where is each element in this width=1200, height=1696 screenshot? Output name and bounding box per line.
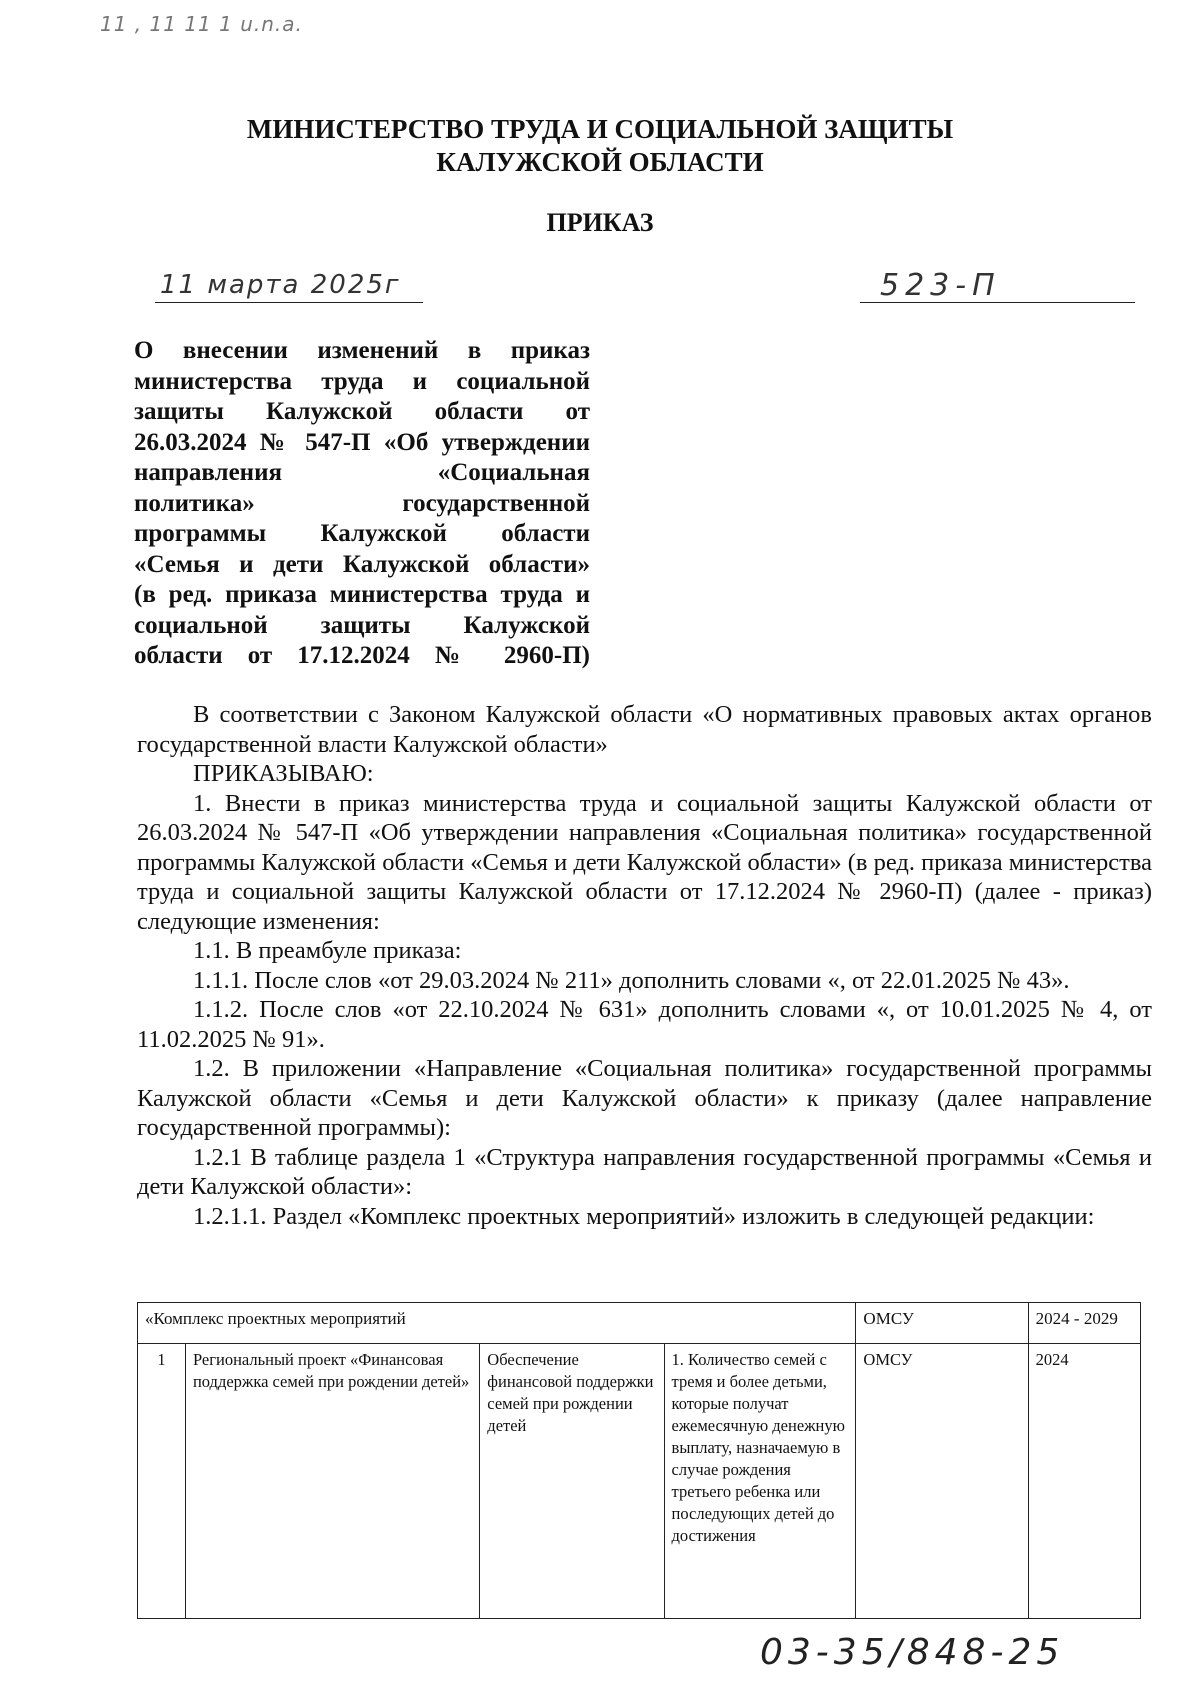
header-period-cell: 2024 - 2029 xyxy=(1028,1303,1140,1344)
ministry-title-line1: МИНИСТЕРСТВО ТРУДА И СОЦИАЛЬНОЙ ЗАЩИТЫ xyxy=(246,114,954,144)
row-executor-cell: ОМСУ xyxy=(856,1344,1028,1619)
clause-1-1-1: 1.1.1. После слов «от 29.03.2024 № 211» дополнить словами «, от 22.01.2025 № 43». xyxy=(193,966,1070,994)
row-number-cell: 1 xyxy=(138,1344,186,1619)
clause-1-1-2: 1.1.2. После слов «от 22.10.2024 № 631» дополнить словами «, от 10.01.2025 № 4, от 11.02.2025 № 91». xyxy=(137,996,1152,1053)
preamble-paragraph: В соответствии с Законом Калужской области «О нормативных правовых актах органов государственной власти Калужской области» xyxy=(137,701,1152,758)
row-project-cell: Региональный проект «Финансовая поддержка семей при рождении детей» xyxy=(185,1344,479,1619)
handwritten-scribble: 11 , 11 11 1 u.n.a. xyxy=(100,12,303,36)
header-title-cell: «Комплекс проектных мероприятий xyxy=(138,1303,856,1344)
handwritten-order-number: 523-П xyxy=(880,268,1001,303)
handwritten-date: 11 марта 2025г xyxy=(160,270,401,300)
order-body xyxy=(137,700,1152,1231)
clause-1-2: 1.2. В приложении «Направление «Социальная политика» государственной программы Калужской области «Семья и дети Калужской области» к приказу (далее направление государственной программы): xyxy=(137,1055,1152,1141)
clause-1-2-1: 1.2.1 В таблице раздела 1 «Структура направления государственной программы «Семья и дети Калужской области»: xyxy=(137,1143,1152,1200)
table-header-row xyxy=(138,1303,1141,1344)
order-subject: О внесении изменений в приказ министерства труда и социальной защиты Калужской области от 26.03.2024 № 547-П «Об утверждении направления «Социальная политика» государственной программы Калужской области «Семья и дети Калужской области» (в ред. приказа министерства труда и социальной защиты Калужской области от 17.12.2024 № 2960-П) xyxy=(134,337,590,669)
order-keyword: ПРИКАЗЫВАЮ: xyxy=(193,760,374,787)
row-task-cell: Обеспечение финансовой поддержки семей при рождении детей xyxy=(480,1344,664,1619)
clause-1-2-1-1: 1.2.1.1. Раздел «Комплекс проектных мероприятий» изложить в следующей редакции: xyxy=(193,1202,1095,1230)
row-period-cell: 2024 xyxy=(1028,1344,1140,1619)
clause-1-1: 1.1. В преамбуле приказа: xyxy=(193,937,462,964)
handwritten-registration-number: 03-35/848-25 xyxy=(760,1632,1065,1673)
date-underline xyxy=(155,302,423,303)
row-result-cell: 1. Количество семей с тремя и более детьми, которые получат ежемесячную денежную выплату, назначаемую в случае рождения третьего ребенка или последующих детей до достижения xyxy=(664,1344,856,1619)
clause-1: 1. Внести в приказ министерства труда и социальной защиты Калужской области от 26.03.2024 № 547-П «Об утверждении направления «Социальная политика» государственной программы Калужской области «Семья и дети Калужской области» (в ред. приказа министерства труда и социальной защиты Калужской области от 17.12.2024 № 2960-П) (далее - приказ) следующие изменения: xyxy=(137,789,1152,935)
table-row xyxy=(138,1344,1141,1619)
document-type: ПРИКАЗ xyxy=(546,208,654,237)
number-underline xyxy=(860,302,1135,303)
ministry-title-line2: КАЛУЖСКОЙ ОБЛАСТИ xyxy=(436,147,764,177)
project-measures-table xyxy=(137,1302,1141,1619)
header-executor-cell: ОМСУ xyxy=(856,1303,1028,1344)
